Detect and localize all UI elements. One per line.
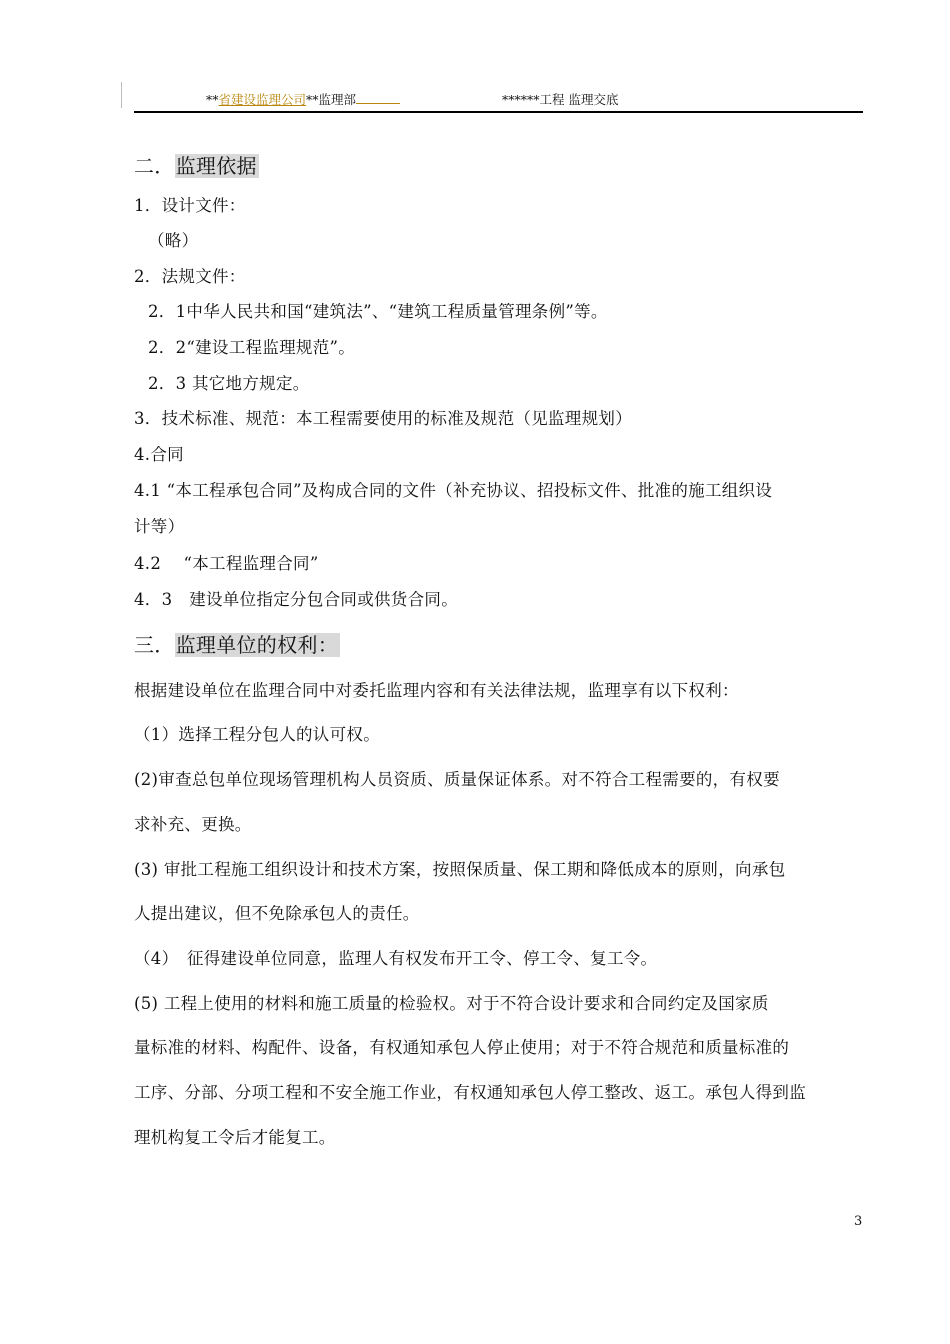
section-title: 监理依据 xyxy=(175,154,257,178)
paragraph: (2)审查总包单位现场管理机构人员资质、质量保证体系。对不符合工程需要的，有权要 xyxy=(134,770,780,789)
paragraph: （4） 征得建设单位同意，监理人有权发布开工令、停工令、复工令。 xyxy=(134,949,658,968)
section-number: 三． xyxy=(134,633,175,657)
page-number: 3 xyxy=(854,1214,863,1229)
paragraph: 人提出建议，但不免除承包人的责任。 xyxy=(134,904,420,923)
header-left xyxy=(206,90,400,108)
paragraph: 计等） xyxy=(134,517,185,536)
section-title: 监理单位的权利： xyxy=(175,633,339,657)
header-company: 省建设监理公司 xyxy=(218,92,307,107)
paragraph: （略） xyxy=(148,231,199,250)
paragraph: 求补充、更换。 xyxy=(134,815,252,834)
header-rule xyxy=(134,111,863,113)
paragraph: (5) 工程上使用的材料和施工质量的检验权。对于不符合设计要求和合同约定及国家质 xyxy=(134,994,769,1013)
header-right: ******工程 监理交底 xyxy=(502,92,619,107)
paragraph: 1．设计文件： xyxy=(134,196,246,215)
header-blank-underline xyxy=(356,91,400,104)
section-number: 二． xyxy=(134,154,175,178)
paragraph: 2．法规文件： xyxy=(134,267,246,286)
paragraph: 量标准的材料、构配件、设备，有权通知承包人停止使用；对于不符合规范和质量标准的 xyxy=(134,1038,790,1057)
paragraph: 4.2 “本工程监理合同” xyxy=(134,554,319,573)
margin-crop-mark xyxy=(121,82,122,108)
paragraph: 理机构复工令后才能复工。 xyxy=(134,1128,336,1147)
section-heading-basis xyxy=(134,150,259,179)
paragraph: 4.合同 xyxy=(134,445,184,464)
page-header xyxy=(134,90,862,111)
header-suffix: **监理部 xyxy=(306,92,357,107)
paragraph: （1）选择工程分包人的认可权。 xyxy=(134,725,380,744)
paragraph: 2．2“建设工程监理规范”。 xyxy=(148,338,356,357)
paragraph: 根据建设单位在监理合同中对委托监理内容和有关法律法规，监理享有以下权利： xyxy=(134,681,739,700)
header-prefix: ** xyxy=(206,92,219,107)
paragraph: 4．3 建设单位指定分包合同或供货合同。 xyxy=(134,590,458,609)
paragraph: 2．1中华人民共和国“建筑法”、“建筑工程质量管理条例”等。 xyxy=(148,302,608,321)
section-heading-rights xyxy=(134,629,340,658)
paragraph: 工序、分部、分项工程和不安全施工作业，有权通知承包人停工整改、返工。承包人得到监 xyxy=(134,1083,806,1102)
paragraph: 3．技术标准、规范：本工程需要使用的标准及规范（见监理规划） xyxy=(134,409,632,428)
paragraph: 4.1 “本工程承包合同”及构成合同的文件（补充协议、招投标文件、批准的施工组织设 xyxy=(134,481,773,500)
paragraph: (3) 审批工程施工组织设计和技术方案，按照保质量、保工期和降低成本的原则，向承包 xyxy=(134,860,786,879)
paragraph: 2．3 其它地方规定。 xyxy=(148,374,310,393)
